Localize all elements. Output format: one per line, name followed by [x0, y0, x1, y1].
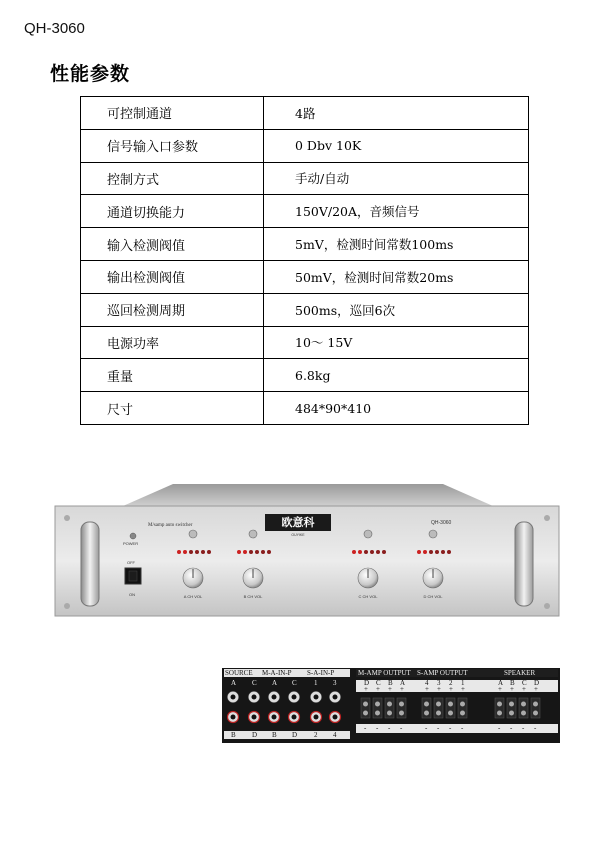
terminal-minus-label: - [461, 724, 464, 732]
terminal-minus-label: - [388, 724, 391, 732]
rca-jack-hole-icon [292, 715, 297, 720]
terminal-plus-label: + [376, 685, 380, 693]
indicator-led-icon [189, 550, 193, 554]
rca-jack-hole-icon [314, 715, 319, 720]
screw-icon [497, 702, 502, 707]
indicator-led-icon [423, 550, 427, 554]
indicator-led-icon [261, 550, 265, 554]
terminal-plus-label: + [449, 685, 453, 693]
knob-label: B CH VOL [243, 594, 263, 599]
rca-jack-hole-icon [314, 695, 319, 700]
spec-row [81, 97, 529, 130]
screw-icon [460, 711, 465, 716]
spec-value: 150V/20A，音频信号 [264, 195, 529, 228]
terminal-plus-label: + [364, 685, 368, 693]
indicator-led-icon [183, 550, 187, 554]
input-bottom-letter: D [252, 731, 258, 739]
spec-row [81, 293, 529, 326]
output-terminal-label: B [388, 679, 393, 687]
screw-icon [375, 711, 380, 716]
screw-icon [363, 711, 368, 716]
on-label: ON [129, 592, 135, 597]
spec-label: 重量 [81, 359, 264, 392]
spec-value: 4路 [264, 97, 529, 130]
rca-jack-hole-icon [333, 715, 338, 720]
output-terminal-label: A [498, 679, 504, 687]
screw-icon [436, 711, 441, 716]
knob-label: D CH VOL [423, 594, 443, 599]
screw-icon [424, 711, 429, 716]
power-label: POWER [123, 541, 139, 546]
indicator-led-icon [441, 550, 445, 554]
spec-value: 6.8kg [264, 359, 529, 392]
spec-table-body [81, 97, 529, 425]
chassis-top [123, 484, 493, 506]
input-top-letter: 3 [333, 679, 337, 687]
terminal-plus-label: + [388, 685, 392, 693]
screw-icon [521, 711, 526, 716]
terminal-minus-label: - [437, 724, 440, 732]
power-led-icon [130, 533, 136, 539]
knob-label: C CH VOL [358, 594, 378, 599]
indicator-led-icon [435, 550, 439, 554]
spec-value: 50mV，检测时间常数20ms [264, 260, 529, 293]
spec-row [81, 228, 529, 261]
screw-icon [363, 702, 368, 707]
indicator-led-icon [237, 550, 241, 554]
rca-jack-hole-icon [252, 715, 257, 720]
right-handle-icon [515, 522, 533, 606]
spec-row [81, 129, 529, 162]
terminal-minus-label: - [449, 724, 452, 732]
spec-value: 5mV，检测时间常数100ms [264, 228, 529, 261]
terminal-minus-label: - [510, 724, 513, 732]
spec-row [81, 162, 529, 195]
output-terminal-label: C [522, 679, 527, 687]
indicator-led-icon [352, 550, 356, 554]
indicator-led-icon [177, 550, 181, 554]
spec-row [81, 359, 529, 392]
spec-value: 500ms，巡回6次 [264, 293, 529, 326]
rear-header-label: SOURCE [225, 669, 253, 677]
screw-icon [399, 702, 404, 707]
output-terminal-label: 3 [437, 679, 441, 687]
output-terminal-label: B [510, 679, 515, 687]
terminal-plus-label: + [498, 685, 502, 693]
input-top-letter: C [252, 679, 257, 687]
section-title: 性能参数 [50, 63, 131, 85]
terminal-minus-label: - [498, 724, 501, 732]
output-terminal-label: C [376, 679, 381, 687]
screw-icon [509, 702, 514, 707]
indicator-led-icon [376, 550, 380, 554]
output-terminal-label: 4 [425, 679, 429, 687]
input-top-letter: C [292, 679, 297, 687]
input-bottom-letter: 4 [333, 731, 337, 739]
front-model-label: QH-3060 [431, 520, 452, 526]
rear-header-label: SPEAKER [504, 669, 536, 677]
front-panel-photo [53, 478, 561, 625]
spec-label: 可控制通道 [81, 97, 264, 130]
screw-icon [497, 711, 502, 716]
rca-jack-hole-icon [292, 695, 297, 700]
status-lamp-icon [249, 530, 257, 538]
spec-row [81, 326, 529, 359]
screw-icon [387, 711, 392, 716]
indicator-led-icon [370, 550, 374, 554]
input-bottom-letter: B [272, 731, 277, 739]
input-bottom-letter: D [292, 731, 298, 739]
spec-label: 信号输入口参数 [81, 129, 264, 162]
output-terminal-label: 2 [449, 679, 453, 687]
output-terminal-label: D [534, 679, 540, 687]
spec-row [81, 392, 529, 425]
terminal-minus-label: - [400, 724, 403, 732]
spec-label: 通道切换能力 [81, 195, 264, 228]
screw-icon [375, 702, 380, 707]
spec-value: 手动/自动 [264, 162, 529, 195]
indicator-led-icon [207, 550, 211, 554]
terminal-minus-label: - [376, 724, 379, 732]
terminal-plus-label: + [522, 685, 526, 693]
spec-label: 电源功率 [81, 326, 264, 359]
input-bottom-letter: B [231, 731, 236, 739]
spec-value: 10～ 15V [264, 326, 529, 359]
screw-icon [533, 711, 538, 716]
subtitle: M/samp auto switcher [148, 523, 193, 528]
terminal-plus-label: + [400, 685, 404, 693]
rca-jack-hole-icon [333, 695, 338, 700]
input-top-letter: A [231, 679, 237, 687]
screw-icon [448, 702, 453, 707]
screw-icon [387, 702, 392, 707]
rear-header-label: S-AMP OUTPUT [417, 669, 468, 677]
input-top-letter: A [272, 679, 278, 687]
power-switch-rocker [129, 571, 137, 581]
status-lamp-icon [429, 530, 437, 538]
rca-jack-hole-icon [252, 695, 257, 700]
screw-icon [424, 702, 429, 707]
terminal-plus-label: + [510, 685, 514, 693]
indicator-led-icon [243, 550, 247, 554]
rca-jack-hole-icon [272, 715, 277, 720]
screw-icon [521, 702, 526, 707]
rear-header-label: M-AMP OUTPUT [358, 669, 411, 677]
spec-value: 0 Dbv 10K [264, 129, 529, 162]
output-terminal-label: A [400, 679, 406, 687]
spec-label: 输出检测阀值 [81, 260, 264, 293]
indicator-led-icon [255, 550, 259, 554]
terminal-minus-label: - [534, 724, 537, 732]
spec-table [80, 96, 529, 425]
terminal-plus-label: + [461, 685, 465, 693]
spec-label: 尺寸 [81, 392, 264, 425]
indicator-led-icon [201, 550, 205, 554]
status-lamp-icon [189, 530, 197, 538]
indicator-led-icon [447, 550, 451, 554]
indicator-led-icon [267, 550, 271, 554]
indicator-led-icon [417, 550, 421, 554]
screw-icon [460, 702, 465, 707]
screw-icon [533, 702, 538, 707]
indicator-led-icon [249, 550, 253, 554]
screw-icon [448, 711, 453, 716]
indicator-led-icon [382, 550, 386, 554]
rca-jack-hole-icon [272, 695, 277, 700]
off-label: OFF [127, 560, 135, 565]
rear-input-bottom-strip [224, 731, 350, 739]
spec-label: 控制方式 [81, 162, 264, 195]
indicator-led-icon [195, 550, 199, 554]
terminal-plus-label: + [534, 685, 538, 693]
indicator-led-icon [358, 550, 362, 554]
rear-header-label: M-A-IN-P [262, 669, 292, 677]
status-lamp-icon [364, 530, 372, 538]
output-terminal-label: D [364, 679, 370, 687]
screw-icon [436, 702, 441, 707]
screw-icon [509, 711, 514, 716]
rca-jack-hole-icon [231, 695, 236, 700]
rear-output-sign-strip [356, 724, 558, 733]
terminal-minus-label: - [364, 724, 367, 732]
input-top-letter: 1 [314, 679, 318, 687]
terminal-plus-label: + [437, 685, 441, 693]
spec-value: 484*90*410 [264, 392, 529, 425]
knob-label: A CH VOL [183, 594, 203, 599]
spec-row [81, 260, 529, 293]
indicator-led-icon [364, 550, 368, 554]
screw-icon [399, 711, 404, 716]
spec-label: 巡回检测周期 [81, 293, 264, 326]
rca-jack-hole-icon [231, 715, 236, 720]
terminal-minus-label: - [522, 724, 525, 732]
spec-label: 输入检测阀值 [81, 228, 264, 261]
brand-logo-text: 欧意科 [281, 516, 315, 529]
terminal-minus-label: - [425, 724, 428, 732]
rear-header-label: S-A-IN-P [307, 669, 335, 677]
rear-panel-photo [222, 668, 560, 743]
brand-logo-sub: OUYIKE [291, 533, 305, 537]
input-bottom-letter: 2 [314, 731, 318, 739]
rear-output-terminal-strip [356, 680, 558, 692]
indicator-led-icon [429, 550, 433, 554]
terminal-plus-label: + [425, 685, 429, 693]
model-number: QH-3060 [24, 20, 85, 37]
spec-row [81, 195, 529, 228]
output-terminal-label: 1 [461, 679, 465, 687]
left-handle-icon [81, 522, 99, 606]
